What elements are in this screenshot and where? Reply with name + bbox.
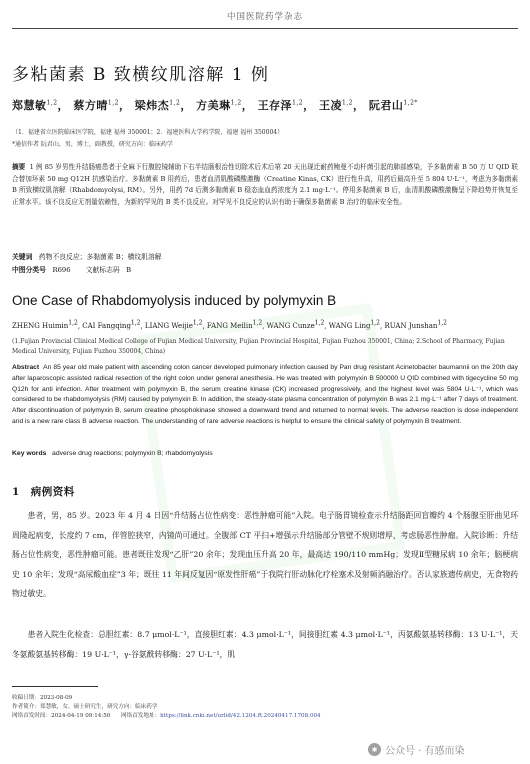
author-en: RUAN Junshan$^{1,2}$ <box>384 320 447 331</box>
author-cn: 梁炜杰$^{1,2}$ <box>134 99 181 112</box>
author-en: FANG Meilin$^{1,2}$ <box>206 320 263 331</box>
footnote-received: 收稿日期：2023-08-09 <box>12 695 73 701</box>
keywords-en-label: Key words <box>12 450 47 457</box>
watermark-text: 公众号 · 有感而染 <box>385 746 465 757</box>
abstract-en-label: Abstract <box>12 364 40 371</box>
author-cn: 蔡方晴$^{1,2}$ <box>73 99 119 112</box>
author-cn: 方美琳$^{1,2}$ <box>196 99 242 112</box>
affiliation-en: (1.Fujian Provincial Clinical Medical College of Fujian Medical University, Fujian Provincial Hospital, Fujian Fuzhou 350001, China; 2.School of Pharmacy, Fujian Medical University, Fujian Fuzhou 350004, China) <box>12 338 505 355</box>
classification-label: 中图分类号 <box>12 266 46 274</box>
abstract-cn <box>12 162 518 208</box>
doc-code: B <box>126 266 132 274</box>
keywords-en-text: adverse drug reactions; polymyxin B; rhabdomyolysis <box>52 450 213 457</box>
corresponding-author-cn: *通信作者 阮君山，男，博士，副教授，研究方向：临床药学 <box>12 141 173 148</box>
online-label: 网络首发时间： <box>12 713 52 719</box>
footnote-online <box>12 711 321 719</box>
url-label: 网络首发地址： <box>121 713 161 719</box>
online-url-link[interactable]: https://link.cnki.net/urlid/42.1204.R.20240417.1708.004 <box>160 713 321 719</box>
author-cn: 阮君山$^{1,2*}$ <box>368 99 418 112</box>
author-cn: 王存泽$^{1,2}$ <box>257 99 304 112</box>
title-en: One Case of Rhabdomyolysis induced by polymyxin B <box>12 293 337 308</box>
online-time: 2024-04-19 09:14:50 <box>51 713 111 719</box>
keywords-cn-label: 关键词 <box>12 253 33 261</box>
author-cn: 王凌$^{1,2}$ <box>318 99 353 112</box>
abstract-cn-text: 1 例 85 岁男性升结肠癌患者于全麻下行腹腔镜辅助下右半结肠根治性切除术后术后第 20 天出现迁耐药鲍曼不动杆菌引起的肺部感染，予多黏菌素 B 50 万 U QID 联合替加环素 50 mg Q12H 抗感染治疗。多黏菌素 B 用药后，患者血清肌酸磷酸激酶（Creatine Kinas, CK）进行性升高，用药后最高升至 5 804 U·L⁻¹，考虑为多黏菌素 B 所致横纹肌溶解（Rhabdomyolysi, RM）。另外，用药 7d 后测多黏菌素 B 稳态血血药浓度为 2.1 mg·L⁻¹。停用多黏菌素 B 后，血清肌酸磷酸激酶呈下降趋势并恢复至正常水平。该不良反应无剂量依赖性，为新的罕见的 B 类不良反应。对罕见不良反应的认识有助于确保多黏菌素 B 治疗的临床安全性。 <box>12 163 519 206</box>
abstract-en-text: An 85 year old male patient with ascending colon cancer developed pulmonary infection caused by Pan drug resistant Acinetobacter baumannii on the 20th day after laparoscopic assisted radical resection of the right colon under general anesthesia. He was treated with polymyxin B 500000 U QID combined with tigecycline 50 mg Q12h for anti infection. After treatment with polymyxin B, the serum creatine kinase (CK) increased progressively, and the highest level was 5804 U·L⁻¹, which was considered to be rhabdomyolysis (RM) caused by polymyxin B. In addition, the steady-state plasma concentration of polymyxin B was 2.1 mg·L⁻¹ after 7 days of treatment. After discontinuation of polymyxin B, serum creatine phosphokinase showed a downward trend and returned to normal levels. The adverse reaction is dose independent and is a new rare class B adverse reaction. The understanding of rare adverse reactions is helpful to ensure the clinical safety of polymyxin B treatment. <box>12 364 518 425</box>
affiliation-cn: （1．福建省立医院临床医学院，福建 福州 350001；2．福建医科大学药学院，福建 福州 350004） <box>12 129 284 136</box>
author-cn: 郑慧敏$^{1,2}$ <box>12 99 58 112</box>
section-heading: 1 病例资料 <box>12 486 75 498</box>
wechat-watermark <box>368 742 465 757</box>
body-paragraph: 患者入院生化检查：总胆红素：8.7 μmol·L⁻¹，直接胆红素：4.3 μmol·L⁻¹，间接胆红素 4.3 μmol·L⁻¹，丙氨酸氨基转移酶：13 U·L⁻¹，天冬氨酸氨基转移酶：19 U·L⁻¹，γ-谷氨酰转移酶：27 U·L⁻¹，肌 <box>12 630 518 659</box>
classification-code: R696 <box>52 266 71 274</box>
title-cn: 多粘菌素 B 致横纹肌溶解 1 例 <box>12 65 270 85</box>
wechat-icon: ✱ <box>368 743 381 756</box>
header-rule <box>12 28 518 29</box>
journal-header: 中国医院药学杂志 <box>226 12 303 22</box>
body-paragraph: 患者，男，85 岁。2023 年 4 月 4 日因“升结肠占位性病变：恶性肿瘤可能”入院。电子肠胃镜检查示升结肠距回盲瓣约 4 个肠腺至肝曲见环周隆起病变，长度约 7 cm，伴管腔狭窄，内镜尚可通过。全腹部 CT 平扫+增强示升结肠部分管壁不规则增厚，考虑肠恶性肿瘤。入院诊断：升结肠占位性病变，恶性肿瘤可能。患者既往发现“乙肝”20 余年；发现血压升高 20 年，最高达 190/110 mmHg；发现Ⅱ型糖尿病 10 余年；脑梗病史 10 余年；发现“高尿酸血症”3 年；既往 11 年间反复因“原发性肝癌”于我院行肝动脉化疗栓塞术及射频消融治疗。否认家族遗传病史，无食物药物过敏史。 <box>12 511 518 598</box>
footnote-rule <box>12 686 98 687</box>
author-en: CAI Fangqing$^{1,2}$ <box>82 320 141 331</box>
footnote-author-info: 作者简介：郑慧敏，女，硕士研究生，研究方向：临床药学 <box>12 704 158 710</box>
abstract-en <box>12 363 518 428</box>
doc-label: 文献标志码 <box>85 266 120 274</box>
authors-en: ZHENG Huimin$^{1,2}$, CAI Fangqing$^{1,2}$, LIANG Weijie$^{1,2}$, FANG Meilin$^{1,2}$, WANG Cunze$^{1,2}$, WANG Ling$^{1,2}$, RUAN Junshan$^{1,2}$ <box>12 320 447 331</box>
classification-cn <box>12 264 131 274</box>
author-en: WANG Cunze$^{1,2}$ <box>266 320 325 331</box>
keywords-cn-text: 药物不良反应；多黏菌素 B；横纹肌溶解 <box>38 253 162 261</box>
author-en: LIANG Weijie$^{1,2}$ <box>144 320 203 331</box>
author-en: ZHENG Huimin$^{1,2}$ <box>12 320 78 331</box>
keywords-en <box>12 450 213 457</box>
authors-cn: 郑慧敏$^{1,2}$， 蔡方晴$^{1,2}$， 梁炜杰$^{1,2}$， 方美琳$^{1,2}$， 王存泽$^{1,2}$， 王凌$^{1,2}$， 阮君山$^{1,2*}$ <box>12 99 418 112</box>
keywords-cn <box>12 251 162 261</box>
abstract-cn-label: 摘要 <box>12 163 26 171</box>
author-en: WANG Ling$^{1,2}$ <box>328 320 380 331</box>
